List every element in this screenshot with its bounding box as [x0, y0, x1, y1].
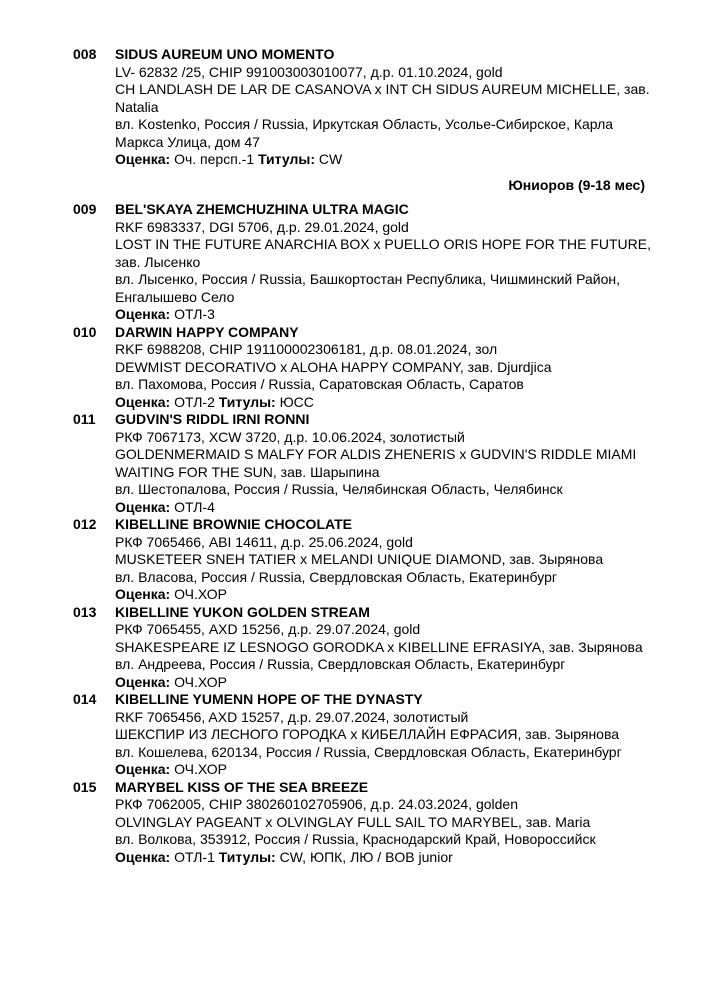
entry-number: 011 [73, 411, 96, 427]
result-line [115, 151, 655, 169]
grade-label: Оценка: [115, 393, 171, 410]
catalog-entry [0, 324, 655, 412]
pedigree-line: GOLDENMERMAID S MALFY FOR ALDIS ZHENERIS x GUDVIN'S RIDDLE MIAMI WAITING FOR THE SUN, зав. Шарыпина [115, 446, 637, 480]
titles-value: CW [318, 151, 343, 167]
grade-label: Оценка: [115, 498, 171, 515]
registration-line: РКФ 7062005, CHIP 380260102705906, д.р. 24.03.2024, golden [115, 796, 518, 812]
entry-number: 014 [73, 691, 97, 707]
grade-value: ОТЛ-4 [174, 498, 215, 515]
entry-number: 008 [73, 46, 97, 62]
pedigree-line: ШЕКСПИР ИЗ ЛЕСНОГО ГОРОДКА x КИБЕЛЛАЙН ЕФРАСИЯ, зав. Зырянова [115, 726, 620, 742]
entry-list-top [0, 46, 704, 169]
pedigree-line: LOST IN THE FUTURE ANARCHIA BOX x PUELLO ORIS HOPE FOR THE FUTURE, зав. Лысенко [115, 236, 651, 270]
entry-number: 012 [73, 516, 97, 532]
dog-name: BEL'SKAYA ZHEMCHUZHINA ULTRA MAGIC [115, 201, 409, 217]
entry-number: 009 [73, 201, 97, 217]
owner-line: вл. Андреева, Россия / Russia, Свердловская Область, Екатеринбург [115, 656, 566, 672]
owner-line: вл. Шестопалова, Россия / Russia, Челябинская Область, Челябинск [115, 481, 563, 497]
entry-number: 013 [73, 603, 97, 620]
owner-line: вл. Kostenko, Россия / Russia, Иркутская Область, Усолье-Сибирское, Карла Маркса Улица, дом 47 [115, 116, 614, 150]
grade-label: Оценка: [115, 761, 171, 777]
catalog-entry [0, 604, 655, 692]
result-line [115, 306, 655, 324]
catalog-entry [0, 201, 655, 324]
catalog-entry [0, 46, 655, 169]
grade-value: ОТЛ-3 [174, 306, 215, 322]
section-title: Юниоров (9-18 мес) [508, 176, 645, 193]
grade-label: Оценка: [115, 586, 171, 602]
titles-value: ЮСС [279, 393, 314, 410]
result-line [115, 849, 655, 867]
registration-line: RKF 7065456, AXD 15257, д.р. 29.07.2024, золотистый [115, 708, 469, 725]
registration-line: LV- 62832 /25, CHIP 991003003010077, д.р. 01.10.2024, gold [115, 63, 503, 80]
grade-label: Оценка: [115, 848, 171, 865]
dog-name: SIDUS AUREUM UNO MOMENTO [115, 46, 335, 62]
grade-value: ОТЛ-1 [174, 848, 215, 865]
registration-line: RKF 6988208, CHIP 191100002306181, д.р. 08.01.2024, зол [115, 341, 498, 357]
dog-name: KIBELLINE BROWNIE CHOCOLATE [115, 516, 352, 532]
dog-name: DARWIN HAPPY COMPANY [115, 323, 299, 340]
owner-line: вл. Волкова, 353912, Россия / Russia, Краснодарский Край, Новороссийск [115, 831, 596, 847]
dog-name: GUDVIN'S RIDDL IRNI RONNI [115, 411, 310, 427]
grade-value: Оч. персп.-1 [174, 151, 255, 167]
registration-line: РКФ 7067173, XCW 3720, д.р. 10.06.2024, золотистый [115, 428, 465, 445]
entry-number: 015 [73, 778, 97, 795]
dog-name: MARYBEL KISS OF THE SEA BREEZE [115, 778, 369, 795]
result-line [115, 761, 655, 779]
result-line [115, 394, 655, 412]
pedigree-line: OLVINGLAY PAGEANT x OLVINGLAY FULL SAIL TO MARYBEL, зав. Maria [115, 813, 591, 830]
grade-label: Оценка: [115, 151, 171, 167]
registration-line: РКФ 7065455, AXD 15256, д.р. 29.07.2024, gold [115, 621, 421, 637]
pedigree-line: MUSKETEER SNEH TATIER x MELANDI UNIQUE DIAMOND, зав. Зырянова [115, 551, 604, 567]
owner-line: вл. Пахомова, Россия / Russia, Саратовская Область, Саратов [115, 376, 524, 392]
owner-line: вл. Власова, Россия / Russia, Свердловская Область, Екатеринбург [115, 568, 557, 585]
registration-line: РКФ 7065466, ABI 14611, д.р. 25.06.2024, gold [115, 533, 413, 550]
pedigree-line: SHAKESPEARE IZ LESNOGO GORODKA x KIBELLINE EFRASIYA, зав. Зырянова [115, 638, 643, 655]
result-line [115, 499, 655, 517]
grade-value: ОЧ.ХОР [174, 586, 227, 602]
grade-label: Оценка: [115, 306, 171, 322]
registration-line: RKF 6983337, DGI 5706, д.р. 29.01.2024, gold [115, 218, 409, 235]
catalog-entry [0, 691, 655, 779]
pedigree-line: CH LANDLASH DE LAR DE CASANOVA x INT CH SIDUS AUREUM MICHELLE, зав. Natalia [115, 81, 650, 115]
grade-value: ОЧ.ХОР [174, 673, 227, 690]
catalog-entry [0, 516, 655, 604]
owner-line: вл. Лысенко, Россия / Russia, Башкортостан Республика, Чишминский Район, Енгалышево Село [115, 271, 621, 305]
entry-number: 010 [73, 323, 97, 340]
entry-list [0, 201, 704, 866]
titles-label: Титулы: [218, 393, 276, 410]
owner-line: вл. Кошелева, 620134, Россия / Russia, Свердловская Область, Екатеринбург [115, 743, 622, 760]
catalog-entry [0, 779, 655, 867]
titles-label: Титулы: [218, 848, 276, 865]
catalog-page [0, 46, 704, 866]
dog-name: KIBELLINE YUKON GOLDEN STREAM [115, 603, 370, 620]
titles-value: CW, ЮПК, ЛЮ / BOB junior [279, 848, 453, 865]
result-line [115, 586, 655, 604]
grade-value: ОТЛ-2 [174, 393, 215, 410]
pedigree-line: DEWMIST DECORATIVO x ALOHA HAPPY COMPANY, зав. Djurdjica [115, 358, 552, 375]
grade-label: Оценка: [115, 673, 171, 690]
titles-label: Титулы: [258, 151, 315, 167]
catalog-entry [0, 411, 655, 516]
result-line [115, 674, 655, 692]
dog-name: KIBELLINE YUMENN HOPE OF THE DYNASTY [115, 691, 423, 707]
grade-value: ОЧ.ХОР [174, 761, 227, 777]
